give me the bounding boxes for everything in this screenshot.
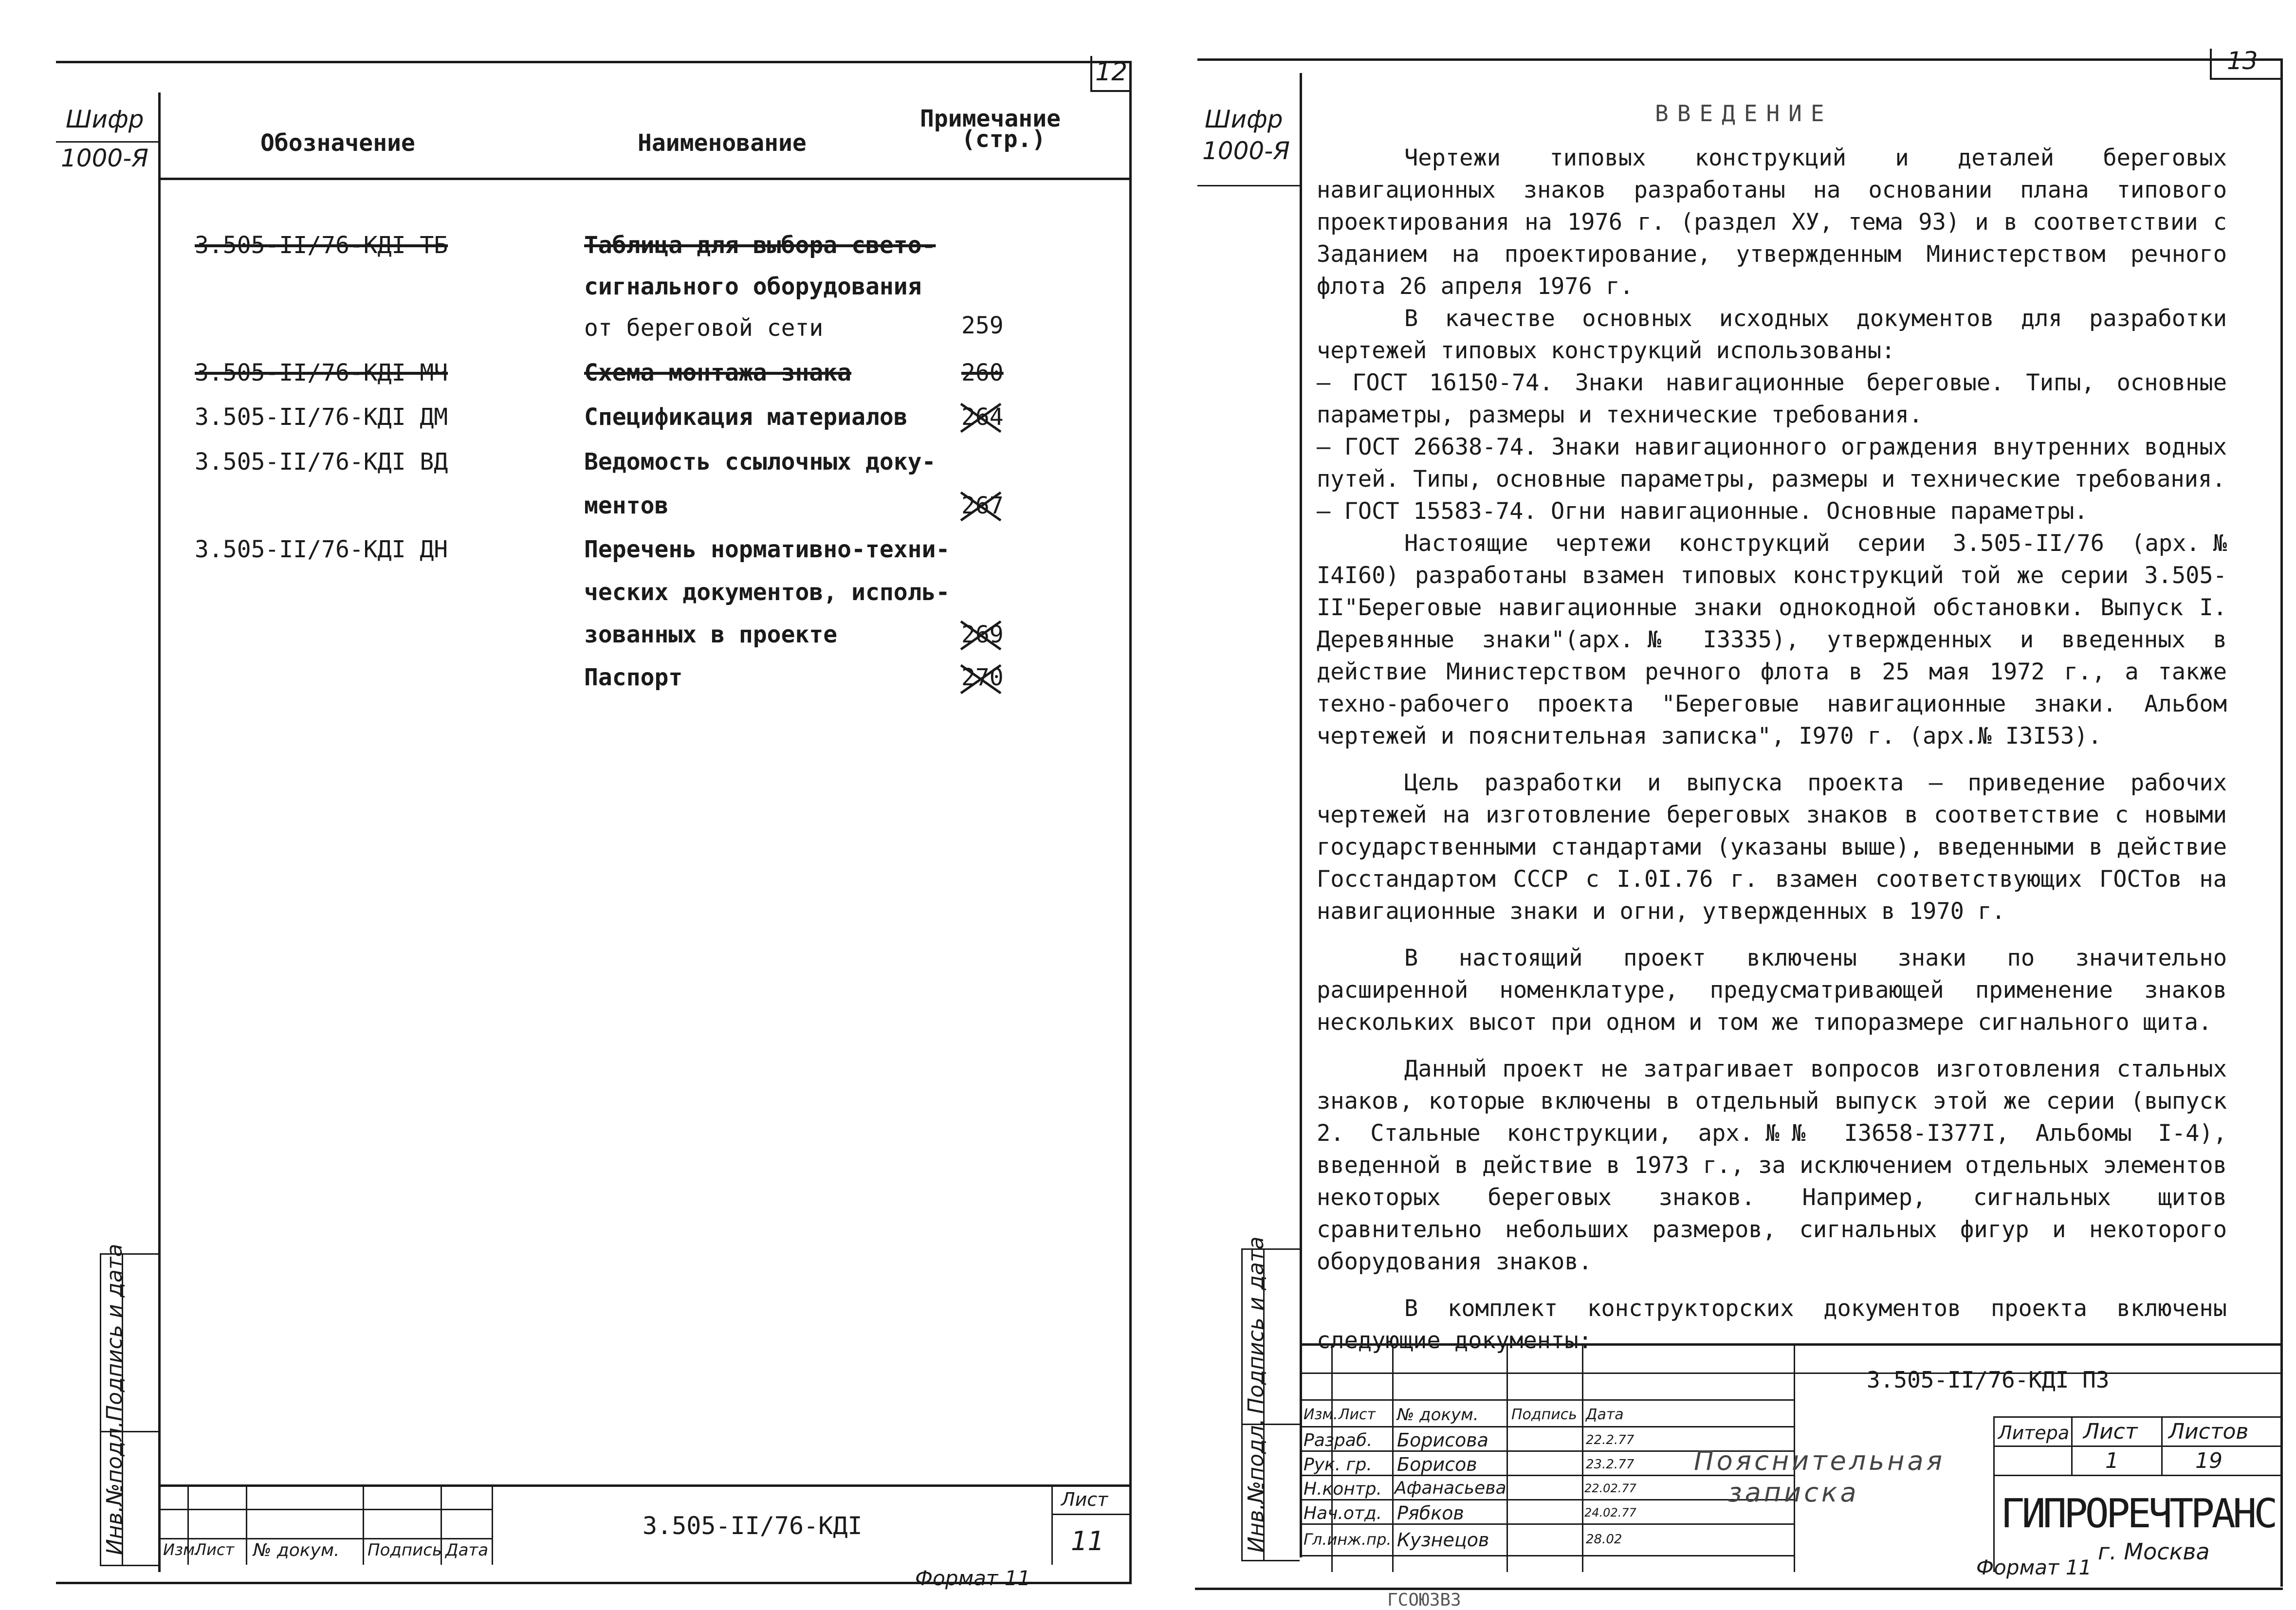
stamp-date-5: 28.02 [1586, 1532, 1622, 1547]
left-side-signature-date: Подпись и дата [102, 1244, 127, 1421]
intro-paragraph-1: Чертежи типовых конструкций и деталей береговых навигационных знаков разработаны на основании плана типового проектирования на 1976 г. (раздел ХУ, тема 93) и в соответствии с Заданием на проектирование, утвержденным Министерством речного флота 26 апреля 1976 г. [1317, 145, 2227, 300]
stamp-role-3: Н.контр. [1304, 1479, 1382, 1499]
left-corner-sheet-number: 12 [1095, 57, 1128, 87]
row-2-page: 260 [961, 359, 1004, 386]
right-cipher-value: 1000-Я [1202, 137, 1290, 165]
stamp-name-1: Борисова [1397, 1429, 1488, 1451]
row-2-name: Схема монтажа знака [584, 359, 852, 386]
left-format-label: Формат 11 [915, 1566, 1031, 1590]
intro-body [1317, 142, 2227, 1357]
row-5-designation: 3.505-II/76-КДI ДН [195, 536, 448, 563]
stamp-date-2: 23.2.77 [1586, 1457, 1635, 1472]
row-6-page: 270 [961, 664, 1004, 691]
left-cipher-value: 1000-Я [61, 144, 149, 172]
row-3-page-cross [956, 398, 1005, 437]
intro-paragraph-4: – ГОСТ 26638-74. Знаки навигационного ограждения внутренних водных путей. Типы, основные параметры, размеры и технические требования. [1317, 434, 2227, 493]
left-cipher-label: Шифр [66, 105, 144, 133]
left-stamp-col-sign: Подпись [367, 1540, 442, 1560]
row-4-designation: 3.505-II/76-КДI ВД [195, 448, 448, 476]
stamp-sheets-value: 19 [2195, 1448, 2223, 1473]
stamp-role-5: Гл.инж.пр. [1304, 1530, 1392, 1549]
left-stamp-col-izm: Изм. [163, 1540, 200, 1559]
intro-paragraph-3: – ГОСТ 16150-74. Знаки навигационные береговые. Типы, основные параметры, размеры и технические требования. [1317, 369, 2227, 428]
intro-paragraph-9: Данный проект не затрагивает вопросов изготовления стальных знаков, которые включены в отдельный выпуск этой же серии (выпуск 2. Стальные конструкции, арх.№№ I3658-I377I, Альбомы I-4), введенной в действие в 1973 г., за исключением отдельных элементов некоторых береговых знаков. Например, сигнальных щитов сравнительно небольших размеров, сигнальных фигур и некоторого оборудования знаков. [1317, 1056, 2227, 1275]
row-5-page: 269 [961, 621, 1004, 648]
header-designation: Обозначение [260, 129, 415, 157]
row-4-name-line1: Ведомость ссылочных доку- [584, 448, 936, 476]
left-side-inv-number: Инв.№подл. [102, 1421, 127, 1555]
left-stamp-sheet-label: Лист [1061, 1489, 1108, 1510]
header-note-line1: Примечание [920, 105, 1061, 132]
stamp-name-3: Афанасьева [1395, 1478, 1506, 1498]
row-2-designation: 3.505-II/76-КДI МЧ [195, 359, 448, 386]
left-page [0, 0, 1149, 1608]
stamp-sheet-label: Лист [2083, 1419, 2138, 1444]
row-3-page: 264 [961, 403, 1004, 431]
right-stamp-col-list: Лист [1339, 1406, 1376, 1423]
intro-paragraph-10: В комплект конструкторских документов проекта включены следующие документы: [1317, 1295, 2227, 1354]
right-corner-sheet-number: 13 [2227, 47, 2258, 75]
row-4-page-cross [956, 487, 1005, 526]
footer-stamp: ГСОЮЗВЗ [1387, 1590, 1461, 1610]
stamp-role-1: Разраб. [1304, 1430, 1373, 1450]
stamp-name-4: Рябков [1397, 1502, 1464, 1524]
right-stamp-col-izm: Изм. [1304, 1406, 1338, 1423]
row-1-name-line1: Таблица для выбора свето- [584, 232, 936, 259]
row-5-name-line1: Перечень нормативно-техни- [584, 536, 950, 563]
header-name: Наименование [638, 129, 807, 157]
row-4-page: 267 [961, 492, 1004, 519]
row-5-name-line2: ческих документов, исполь- [584, 579, 950, 606]
row-6-name: Паспорт [584, 664, 683, 691]
right-stamp-col-doc: № докум. [1397, 1405, 1479, 1425]
row-5-name-line3: зованных в проекте [584, 621, 838, 648]
stamp-name-5: Кузнецов [1397, 1529, 1489, 1551]
row-4-name-line2: ментов [584, 492, 669, 519]
row-1-name-line2: сигнального оборудования [584, 273, 922, 300]
stamp-date-1: 22.2.77 [1586, 1433, 1635, 1447]
stamp-date-4: 24.02.77 [1584, 1506, 1636, 1519]
intro-title: ВВЕДЕНИЕ [1655, 100, 1833, 127]
right-stamp-col-date: Дата [1586, 1406, 1624, 1423]
left-stamp-code: 3.505-II/76-КДI [643, 1512, 863, 1540]
row-3-name: Спецификация материалов [584, 403, 908, 431]
right-side-inv-number: Инв.№подл. [1244, 1418, 1268, 1553]
right-stamp-col-sign: Подпись [1511, 1406, 1577, 1423]
header-note-line2: (стр.) [961, 126, 1046, 153]
left-stamp-col-list: Лист [195, 1540, 235, 1559]
right-cipher-label: Шифр [1205, 105, 1283, 133]
left-stamp-sheet-value: 11 [1071, 1526, 1104, 1556]
stamp-org: ГИПРОРЕЧТРАНС [2001, 1491, 2275, 1537]
row-1-page: 259 [961, 312, 1004, 339]
intro-paragraph-5: – ГОСТ 15583-74. Огни навигационные. Основные параметры. [1317, 498, 2088, 525]
right-side-signature-date: Подпись и дата [1244, 1236, 1268, 1414]
right-stamp-code: 3.505-II/76-КДI ПЗ [1867, 1367, 2110, 1393]
intro-paragraph-7: Цель разработки и выпуска проекта – приведение рабочих чертежей на изготовление береговых знаков в соответствие с новыми государственными стандартами (указаны выше), введенными в действие Госстандартом СССР с I.0I.76 г. взамен соответствующих ГОСТов на навигационные знаки и огни, утвержденных в 1970 г. [1317, 769, 2227, 925]
stamp-date-3: 22.02.77 [1584, 1482, 1636, 1495]
stamp-doc-title-line2: записка [1728, 1477, 1859, 1508]
stamp-city: г. Москва [2098, 1538, 2210, 1565]
row-3-designation: 3.505-II/76-КДI ДМ [195, 403, 448, 431]
left-stamp-col-doc: № докум. [253, 1540, 340, 1560]
row-5-page-cross [956, 616, 1005, 655]
right-format-label: Формат 11 [1976, 1555, 2092, 1579]
stamp-name-2: Борисов [1397, 1454, 1477, 1475]
stamp-doc-title-line1: Пояснительная [1694, 1445, 1946, 1476]
stamp-role-2: Рук. гр. [1304, 1455, 1372, 1475]
row-6-page-cross [956, 659, 1005, 698]
stamp-litera-label: Литера [1998, 1422, 2070, 1444]
stamp-sheet-value: 1 [2105, 1448, 2119, 1473]
row-1-name-line3: от береговой сети [584, 314, 824, 342]
intro-paragraph-8: В настоящий проект включены знаки по значительно расширенной номенклатуре, предусматривающей применение знаков нескольких высот при одном и том же типоразмере сигнального щита. [1317, 945, 2227, 1036]
intro-paragraph-2: В качестве основных исходных документов для разработки чертежей типовых конструкций использованы: [1317, 305, 2227, 364]
right-page [1149, 0, 2296, 1608]
intro-paragraph-6: Настоящие чертежи конструкций серии 3.505-II/76 (арх.№ I4I60) разработаны взамен типовых конструкций той же серии 3.505-II"Береговые навигационные знаки однокодной обстановки. Выпуск I. Деревянные знаки"(арх.№ I3335), утвержденных и введенных в действие Министерством речного флота в 25 мая 1972 г., а также техно-рабочего проекта "Береговые навигационные знаки. Альбом чертежей и пояснительная записка", I970 г. (арх.№ I3I53). [1317, 530, 2227, 750]
left-stamp-col-date: Дата [445, 1540, 489, 1560]
row-1-designation: 3.505-II/76-КДI ТБ [195, 232, 448, 259]
stamp-sheets-label: Листов [2168, 1419, 2249, 1444]
stamp-role-4: Нач.отд. [1304, 1503, 1382, 1523]
